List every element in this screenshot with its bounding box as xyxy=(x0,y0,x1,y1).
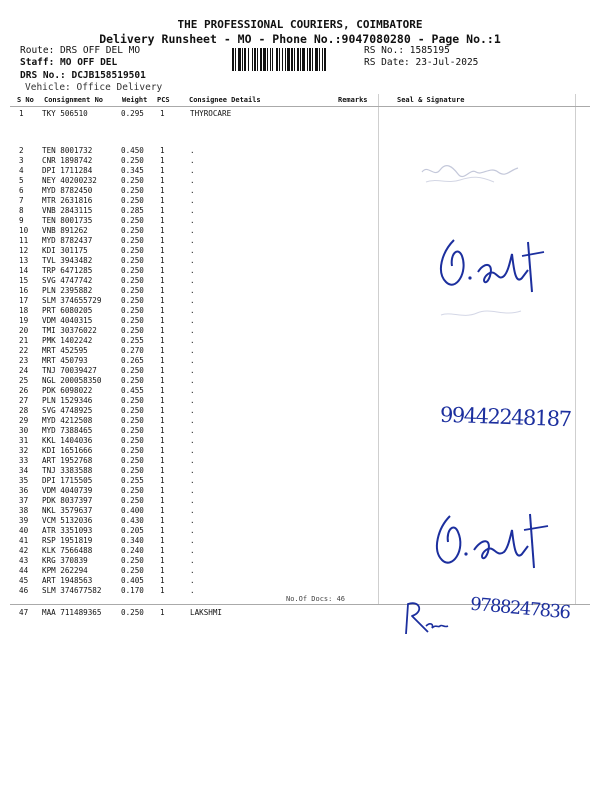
row-consignee: . xyxy=(190,236,195,245)
row-consignment: NKL 3579637 xyxy=(42,506,93,515)
row-sno: 18 xyxy=(19,306,29,315)
row-pcs: 1 xyxy=(160,486,165,495)
row-weight: 0.400 xyxy=(121,506,144,515)
row-pcs: 1 xyxy=(160,476,165,485)
row-sno: 38 xyxy=(19,506,29,515)
row-pcs: 1 xyxy=(160,406,165,415)
row-sno: 30 xyxy=(19,426,29,435)
row-weight: 0.250 xyxy=(121,556,144,565)
row-pcs: 1 xyxy=(160,346,165,355)
row-consignee: . xyxy=(190,156,195,165)
row-weight: 0.250 xyxy=(121,226,144,235)
row-sno: 42 xyxy=(19,546,29,555)
row-weight: 0.250 xyxy=(121,316,144,325)
faint-ink-mark xyxy=(437,305,527,325)
row-consignee: . xyxy=(190,436,195,445)
staff-label: Staff: MO OFF DEL xyxy=(20,57,118,68)
row-consignment: VCM 5132036 xyxy=(42,516,93,525)
row-consignment: VNB 2843115 xyxy=(42,206,93,215)
row-pcs: 1 xyxy=(160,109,165,118)
handwritten-phone-2: 9788247836 xyxy=(469,593,571,624)
row-consignee: . xyxy=(190,486,195,495)
row-weight: 0.345 xyxy=(121,166,144,175)
row-pcs: 1 xyxy=(160,146,165,155)
row-consignee: . xyxy=(190,196,195,205)
row-consignment: PDK 8037397 xyxy=(42,496,93,505)
row-consignee: . xyxy=(190,216,195,225)
row-consignee: . xyxy=(190,526,195,535)
row-sno: 22 xyxy=(19,346,29,355)
row-pcs: 1 xyxy=(160,306,165,315)
table-row xyxy=(0,456,600,466)
row-consignment: TEN 8001735 xyxy=(42,216,93,225)
row-weight: 0.250 xyxy=(121,326,144,335)
faint-signature-stamp xyxy=(418,160,528,190)
row-consignee: . xyxy=(190,296,195,305)
row-consignee: . xyxy=(190,146,195,155)
row-consignment: SVG 4747742 xyxy=(42,276,93,285)
header-seal: Seal & Signature xyxy=(397,96,465,104)
row-weight: 0.250 xyxy=(121,608,144,617)
row-pcs: 1 xyxy=(160,316,165,325)
row-consignee: THYROCARE xyxy=(190,109,232,118)
row-sno: 19 xyxy=(19,316,29,325)
row-pcs: 1 xyxy=(160,206,165,215)
row-weight: 0.250 xyxy=(121,396,144,405)
row-consignee: . xyxy=(190,346,195,355)
row-consignment: TVL 3943482 xyxy=(42,256,93,265)
row-weight: 0.255 xyxy=(121,336,144,345)
handwritten-phone-1: 99442248187 xyxy=(439,402,571,432)
row-sno: 47 xyxy=(19,608,29,617)
row-pcs: 1 xyxy=(160,466,165,475)
vehicle-label: Vehicle: Office Delivery xyxy=(25,82,163,93)
header-rule xyxy=(10,106,590,107)
row-sno: 27 xyxy=(19,396,29,405)
row-sno: 34 xyxy=(19,466,29,475)
row-consignment: MYD 8782437 xyxy=(42,236,93,245)
row-consignee: . xyxy=(190,366,195,375)
row-consignee: . xyxy=(190,326,195,335)
row-consignment: ATR 3351093 xyxy=(42,526,93,535)
row-pcs: 1 xyxy=(160,266,165,275)
row-pcs: 1 xyxy=(160,386,165,395)
row-sno: 8 xyxy=(19,206,24,215)
table-row xyxy=(0,196,600,206)
docs-count: No.Of Docs: 46 xyxy=(286,595,346,603)
row-sno: 9 xyxy=(19,216,24,225)
row-weight: 0.250 xyxy=(121,416,144,425)
row-weight: 0.250 xyxy=(121,426,144,435)
table-row xyxy=(0,216,600,226)
row-weight: 0.250 xyxy=(121,246,144,255)
row-consignment: MRT 450793 xyxy=(42,356,88,365)
row-sno: 21 xyxy=(19,336,29,345)
row-consignment: MRT 452595 xyxy=(42,346,88,355)
table-header xyxy=(0,96,600,106)
row-sno: 20 xyxy=(19,326,29,335)
row-sno: 2 xyxy=(19,146,24,155)
row-sno: 11 xyxy=(19,236,29,245)
row-consignee: . xyxy=(190,406,195,415)
row-consignee: LAKSHMI xyxy=(190,608,223,617)
table-row xyxy=(0,476,600,486)
row-pcs: 1 xyxy=(160,516,165,525)
row-pcs: 1 xyxy=(160,536,165,545)
row-pcs: 1 xyxy=(160,456,165,465)
row-consignment: VDM 4040315 xyxy=(42,316,93,325)
row-pcs: 1 xyxy=(160,226,165,235)
row-consignment: KKL 1404036 xyxy=(42,436,93,445)
header-consignment: Consignment No xyxy=(44,96,104,104)
row-weight: 0.250 xyxy=(121,306,144,315)
row-weight: 0.250 xyxy=(121,156,144,165)
row-pcs: 1 xyxy=(160,156,165,165)
row-weight: 0.250 xyxy=(121,376,144,385)
row-sno: 46 xyxy=(19,586,29,595)
row-sno: 10 xyxy=(19,226,29,235)
row-weight: 0.250 xyxy=(121,296,144,305)
row-consignment: TNJ 3383588 xyxy=(42,466,93,475)
row-sno: 36 xyxy=(19,486,29,495)
table-row xyxy=(0,346,600,356)
row-weight: 0.250 xyxy=(121,216,144,225)
table-row xyxy=(0,386,600,396)
row-pcs: 1 xyxy=(160,396,165,405)
row-consignment: KRG 370839 xyxy=(42,556,88,565)
row-consignment: TEN 8001732 xyxy=(42,146,93,155)
row-sno: 12 xyxy=(19,246,29,255)
row-weight: 0.250 xyxy=(121,266,144,275)
row-consignee: . xyxy=(190,416,195,425)
row-weight: 0.250 xyxy=(121,446,144,455)
row-sno: 37 xyxy=(19,496,29,505)
row-weight: 0.285 xyxy=(121,206,144,215)
row-weight: 0.265 xyxy=(121,356,144,365)
row-pcs: 1 xyxy=(160,376,165,385)
row-pcs: 1 xyxy=(160,506,165,515)
row-consignee: . xyxy=(190,316,195,325)
row-pcs: 1 xyxy=(160,426,165,435)
row-consignee: . xyxy=(190,546,195,555)
row-consignment: TNJ 70039427 xyxy=(42,366,97,375)
row-consignee: . xyxy=(190,396,195,405)
row-consignment: ART 1952768 xyxy=(42,456,93,465)
row-consignment: PRT 6080205 xyxy=(42,306,93,315)
row-consignment: TKY 506510 xyxy=(42,109,88,118)
row-sno: 23 xyxy=(19,356,29,365)
row-consignment: SVG 4748925 xyxy=(42,406,93,415)
row-sno: 5 xyxy=(19,176,24,185)
row-consignment: TRP 6471285 xyxy=(42,266,93,275)
row-pcs: 1 xyxy=(160,286,165,295)
row-weight: 0.250 xyxy=(121,256,144,265)
row-sno: 1 xyxy=(19,109,24,118)
table-row xyxy=(0,376,600,386)
row-weight: 0.250 xyxy=(121,276,144,285)
row-consignment: NEY 40200232 xyxy=(42,176,97,185)
table-row xyxy=(0,466,600,476)
header-weight: Weight xyxy=(122,96,148,104)
row-consignee: . xyxy=(190,166,195,175)
row-sno: 31 xyxy=(19,436,29,445)
row-pcs: 1 xyxy=(160,296,165,305)
row-weight: 0.250 xyxy=(121,196,144,205)
row-weight: 0.250 xyxy=(121,456,144,465)
row-weight: 0.250 xyxy=(121,486,144,495)
row-sno: 3 xyxy=(19,156,24,165)
row-consignee: . xyxy=(190,226,195,235)
signature-1 xyxy=(432,232,550,298)
row-weight: 0.450 xyxy=(121,146,144,155)
row-pcs: 1 xyxy=(160,326,165,335)
row-pcs: 1 xyxy=(160,446,165,455)
row-consignment: MYD 8782450 xyxy=(42,186,93,195)
row-weight: 0.250 xyxy=(121,176,144,185)
row-consignee: . xyxy=(190,576,195,585)
row-weight: 0.250 xyxy=(121,186,144,195)
row-pcs: 1 xyxy=(160,608,165,617)
table-row xyxy=(0,356,600,366)
row-pcs: 1 xyxy=(160,526,165,535)
row-sno: 6 xyxy=(19,186,24,195)
row-sno: 29 xyxy=(19,416,29,425)
row-consignment: KDI 301175 xyxy=(42,246,88,255)
row-sno: 33 xyxy=(19,456,29,465)
table-row xyxy=(0,366,600,376)
row-weight: 0.455 xyxy=(121,386,144,395)
row-weight: 0.240 xyxy=(121,546,144,555)
row-pcs: 1 xyxy=(160,236,165,245)
table-row xyxy=(0,576,600,586)
row-consignment: TMI 30376022 xyxy=(42,326,97,335)
table-row xyxy=(0,336,600,346)
row-consignee: . xyxy=(190,176,195,185)
row-sno: 14 xyxy=(19,266,29,275)
row-consignee: . xyxy=(190,536,195,545)
rs-number: RS No.: 1585195 xyxy=(364,45,450,56)
row-pcs: 1 xyxy=(160,336,165,345)
row-sno: 35 xyxy=(19,476,29,485)
header-pcs: PCS xyxy=(157,96,170,104)
row-pcs: 1 xyxy=(160,416,165,425)
row-consignee: . xyxy=(190,476,195,485)
row-weight: 0.430 xyxy=(121,516,144,525)
table-row xyxy=(0,486,600,496)
row-pcs: 1 xyxy=(160,366,165,375)
row-consignee: . xyxy=(190,246,195,255)
row-consignment: PDK 6098022 xyxy=(42,386,93,395)
row-weight: 0.250 xyxy=(121,466,144,475)
table-row xyxy=(0,206,600,216)
header-consignee: Consignee Details xyxy=(189,96,261,104)
row-consignment: SLM 374655729 xyxy=(42,296,102,305)
table-row xyxy=(0,446,600,456)
row-consignee: . xyxy=(190,506,195,515)
row-consignment: VDM 4040739 xyxy=(42,486,93,495)
row-consignee: . xyxy=(190,426,195,435)
row-weight: 0.250 xyxy=(121,366,144,375)
row-weight: 0.255 xyxy=(121,476,144,485)
row-weight: 0.250 xyxy=(121,566,144,575)
row-sno: 32 xyxy=(19,446,29,455)
row-pcs: 1 xyxy=(160,246,165,255)
row-sno: 26 xyxy=(19,386,29,395)
table-row xyxy=(0,146,600,156)
table-row xyxy=(0,326,600,336)
row-pcs: 1 xyxy=(160,546,165,555)
row-consignee: . xyxy=(190,466,195,475)
runsheet-title: Delivery Runsheet - MO - Phone No.:9047080280 - Page No.:1 xyxy=(99,32,501,46)
row-weight: 0.250 xyxy=(121,236,144,245)
row-pcs: 1 xyxy=(160,566,165,575)
row-consignee: . xyxy=(190,556,195,565)
route-label: Route: DRS OFF DEL MO xyxy=(20,45,141,56)
row-sno: 13 xyxy=(19,256,29,265)
row-pcs: 1 xyxy=(160,276,165,285)
row-sno: 45 xyxy=(19,576,29,585)
row-sno: 41 xyxy=(19,536,29,545)
row-consignment: MTR 2631816 xyxy=(42,196,93,205)
table-row xyxy=(0,109,600,119)
row-sno: 24 xyxy=(19,366,29,375)
row-consignment: KPM 262294 xyxy=(42,566,88,575)
row-consignee: . xyxy=(190,276,195,285)
row-weight: 0.295 xyxy=(121,109,144,118)
row-consignment: DPI 1715505 xyxy=(42,476,93,485)
row-consignee: . xyxy=(190,456,195,465)
row-consignee: . xyxy=(190,306,195,315)
row-consignment: NGL 200058350 xyxy=(42,376,102,385)
row-pcs: 1 xyxy=(160,256,165,265)
company-name: THE PROFESSIONAL COURIERS, COIMBATORE xyxy=(177,18,423,31)
signature-2 xyxy=(430,506,554,576)
row-consignee: . xyxy=(190,286,195,295)
row-consignment: PLN 1529346 xyxy=(42,396,93,405)
row-consignment: MAA 711489365 xyxy=(42,608,102,617)
row-pcs: 1 xyxy=(160,166,165,175)
row-pcs: 1 xyxy=(160,216,165,225)
row-consignment: ART 1948563 xyxy=(42,576,93,585)
row-sno: 28 xyxy=(19,406,29,415)
row-consignee: . xyxy=(190,496,195,505)
row-consignee: . xyxy=(190,516,195,525)
row-consignment: MYD 7388465 xyxy=(42,426,93,435)
table-row xyxy=(0,436,600,446)
row-consignment: DPI 1711284 xyxy=(42,166,93,175)
row-consignee: . xyxy=(190,186,195,195)
row-pcs: 1 xyxy=(160,436,165,445)
row-weight: 0.250 xyxy=(121,406,144,415)
row-weight: 0.170 xyxy=(121,586,144,595)
row-sno: 43 xyxy=(19,556,29,565)
row-weight: 0.250 xyxy=(121,436,144,445)
signature-3 xyxy=(398,598,450,640)
row-pcs: 1 xyxy=(160,576,165,585)
row-consignee: . xyxy=(190,336,195,345)
row-consignment: PMK 1402242 xyxy=(42,336,93,345)
row-weight: 0.250 xyxy=(121,496,144,505)
row-sno: 4 xyxy=(19,166,24,175)
row-consignee: . xyxy=(190,376,195,385)
row-sno: 7 xyxy=(19,196,24,205)
row-sno: 16 xyxy=(19,286,29,295)
barcode xyxy=(232,48,350,71)
row-consignee: . xyxy=(190,206,195,215)
row-weight: 0.270 xyxy=(121,346,144,355)
rs-date: RS Date: 23-Jul-2025 xyxy=(364,57,479,68)
table-row xyxy=(0,496,600,506)
row-consignment: KLK 7566488 xyxy=(42,546,93,555)
row-pcs: 1 xyxy=(160,176,165,185)
row-sno: 40 xyxy=(19,526,29,535)
header-remarks: Remarks xyxy=(338,96,368,104)
row-sno: 25 xyxy=(19,376,29,385)
row-pcs: 1 xyxy=(160,186,165,195)
row-sno: 15 xyxy=(19,276,29,285)
row-pcs: 1 xyxy=(160,586,165,595)
row-consignee: . xyxy=(190,386,195,395)
row-weight: 0.340 xyxy=(121,536,144,545)
row-consignment: SLM 374677582 xyxy=(42,586,102,595)
row-weight: 0.250 xyxy=(121,286,144,295)
row-pcs: 1 xyxy=(160,196,165,205)
row-sno: 17 xyxy=(19,296,29,305)
row-weight: 0.405 xyxy=(121,576,144,585)
row-consignee: . xyxy=(190,356,195,365)
row-sno: 44 xyxy=(19,566,29,575)
row-consignment: PLN 2395882 xyxy=(42,286,93,295)
row-pcs: 1 xyxy=(160,356,165,365)
row-consignee: . xyxy=(190,266,195,275)
header-sno: S No xyxy=(17,96,34,104)
row-consignee: . xyxy=(190,256,195,265)
row-consignment: VNB 891262 xyxy=(42,226,88,235)
row-pcs: 1 xyxy=(160,556,165,565)
row-pcs: 1 xyxy=(160,496,165,505)
row-consignee: . xyxy=(190,446,195,455)
row-consignment: RSP 1951819 xyxy=(42,536,93,545)
row-consignment: KDI 1651666 xyxy=(42,446,93,455)
row-weight: 0.205 xyxy=(121,526,144,535)
row-consignment: MYD 4212508 xyxy=(42,416,93,425)
drs-number: DRS No.: DCJB158519501 xyxy=(20,70,146,81)
row-consignment: CNR 1898742 xyxy=(42,156,93,165)
row-consignee: . xyxy=(190,566,195,575)
row-consignee: . xyxy=(190,586,195,595)
row-sno: 39 xyxy=(19,516,29,525)
